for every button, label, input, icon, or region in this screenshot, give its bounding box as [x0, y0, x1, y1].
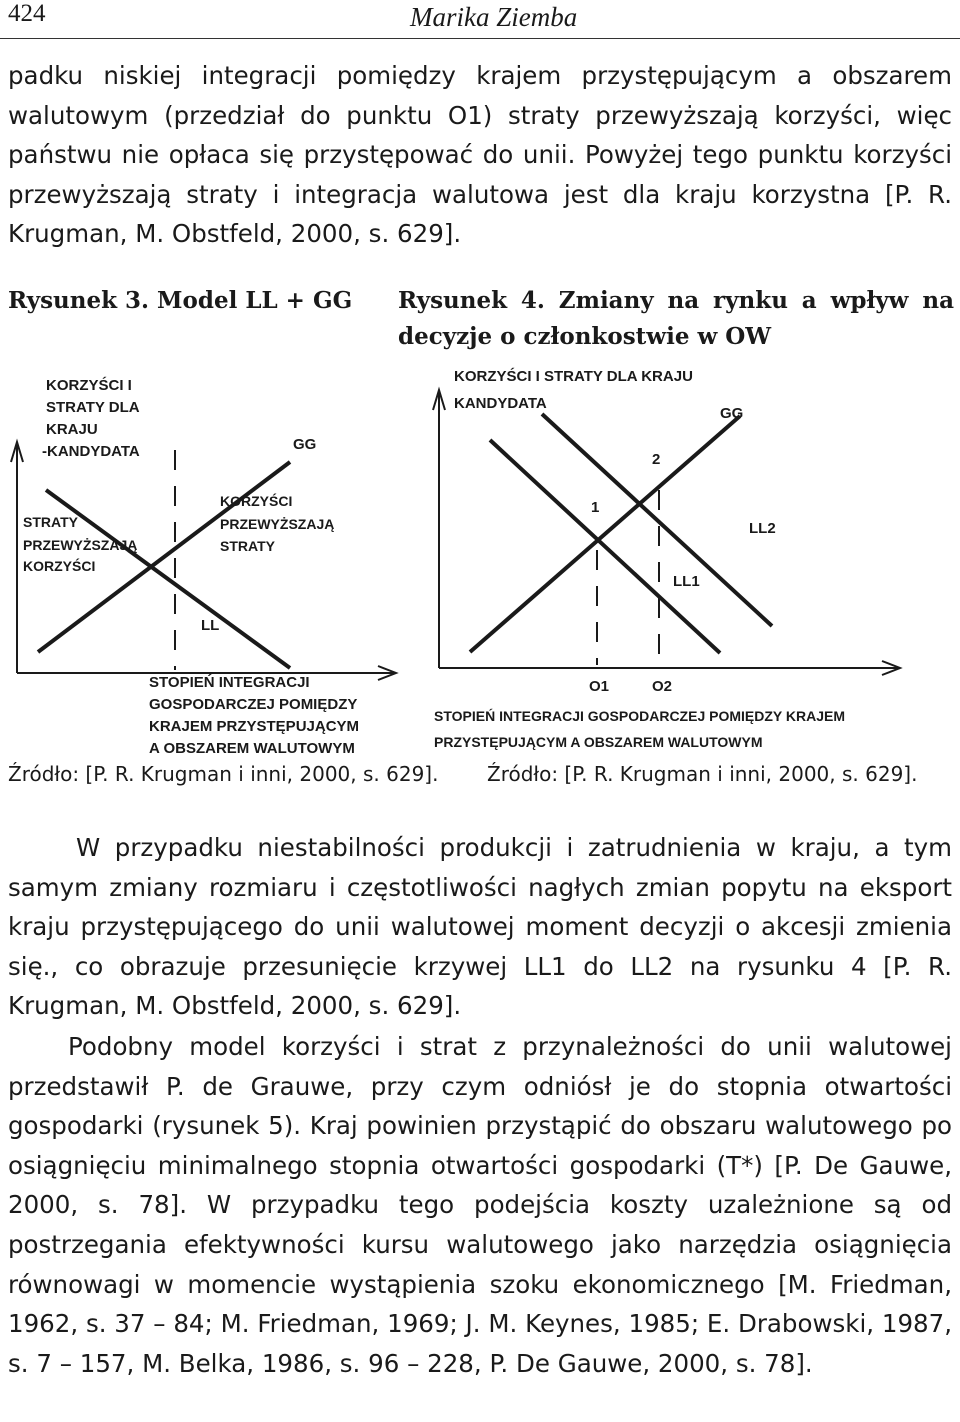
fig4-ll1-label: LL1 [673, 573, 700, 590]
fig4-ll2-label: LL2 [749, 520, 776, 537]
fig4-o2-label: O2 [652, 678, 673, 695]
fig4-x-axis-label [434, 708, 845, 750]
paragraph-2: W przypadku niestabilności produkcji i zatrudnienia w kraju, a tym samym zmiany rozmiaru i częstotliwości nagłych zmian popytu na eksport kraju przystępującego do unii walutowej moment decyzji o akcesji zmienia się., co obrazuje przesunięcie krzywej LL1 do LL2 na rysunku 4 [P. R. Krugman, M. Obstfeld, 2000, s. 629]. [8, 833, 952, 1021]
fig3-ll-label: LL [201, 617, 220, 634]
figure-4-chart [428, 360, 908, 756]
figure-4-source: Źródło: [P. R. Krugman i inni, 2000, s. 629]. [487, 762, 918, 786]
fig4-y-label-line-1: KORZYŚCI I STRATY DLA KRAJU [454, 368, 693, 385]
fig3-y-label-line-3: KRAJU [46, 421, 98, 438]
fig3-y-label-line-1: KORZYŚCI I [46, 377, 132, 394]
fig4-gg-line [470, 416, 740, 652]
fig3-y-label-line-2: STRATY DLA [46, 399, 140, 416]
fig3-left-line-1: STRATY [23, 514, 78, 530]
page-header [0, 0, 960, 39]
fig3-x-label-line-2: GOSPODARCZEJ POMIĘDZY [149, 696, 358, 713]
fig3-left-line-3: KORZYŚCI [23, 558, 96, 574]
fig4-x-label-line-2: PRZYSTĘPUJĄCYM A OBSZAREM WALUTOWYM [434, 734, 763, 750]
fig3-right-region-label [220, 492, 334, 554]
fig3-right-line-1: KORZYŚCI [220, 493, 293, 509]
fig4-x-label-line-1: STOPIEŃ INTEGRACJI GOSPODARCZEJ POMIĘDZY KRAJEM [434, 708, 845, 724]
fig3-gg-label: GG [293, 436, 317, 453]
fig3-x-label-line-1: STOPIEŃ INTEGRACJI [149, 674, 310, 691]
fig3-y-axis-label [42, 376, 140, 460]
fig3-right-line-3: STRATY [220, 538, 275, 554]
paragraph-3: Podobny model korzyści i strat z przynależności do unii walutowej przedstawił P. de Grauwe, przy czym odniósł je do stopnia otwartości gospodarki (rysunek 5). Kraj powinien przystąpić do obszaru walutowego po osiągnięciu minimalnego stopnia otwartości gospodarki (T*) [P. De Gauwe, 2000, s. 78]. W przypadku tego podejścia koszty uzależnione są od postrzegania efektywności kursu walutowego jako narzędzia osiągnięcia równowagi w momencie wystąpienia szoku ekonomicznego [M. Friedman, 1962, s. 37 – 84; M. Friedman, 1969; J. M. Keynes, 1985; E. Drabowski, 1987, s. 7 – 157, M. Belka, 1986, s. 96 – 228, P. De Gauwe, 2000, s. 78]. [8, 1032, 952, 1378]
fig3-x-label-line-4: A OBSZAREM WALUTOWYM [149, 740, 355, 757]
figure-4-caption: Rysunek 4. Zmiany na rynku a wpływ na decyzje o członkostwie w OW [398, 287, 954, 350]
fig4-y-label-line-2: KANDYDATA [454, 395, 547, 412]
fig3-x-label-line-3: KRAJEM PRZYSTĘPUJĄCYM [149, 718, 360, 735]
paragraph-1: padku niskiej integracji pomiędzy krajem przystępującym a obszarem walutowym (przedział do punktu O1) straty przewyższają korzyści, więc państwu nie opłaca się przystępować do unii. Powyżej tego punktu korzyści przewyższają straty i integracja walutowa jest dla kraju korzystna [P. R. Krugman, M. Obstfeld, 2000, s. 629]. [8, 61, 952, 249]
figure-3-chart [8, 370, 418, 760]
fig3-left-line-2: PRZEWYŻSZAJĄ [23, 537, 138, 553]
fig3-right-line-2: PRZEWYŻSZAJĄ [220, 516, 335, 532]
page-number: 424 [8, 0, 46, 27]
fig4-o1-label: O1 [589, 678, 610, 695]
figure-3-source: Źródło: [P. R. Krugman i inni, 2000, s. 629]. [8, 762, 439, 786]
fig4-y-axis-label [454, 367, 693, 412]
fig3-gg-line [38, 462, 293, 652]
fig4-gg-label: GG [720, 405, 744, 422]
fig3-y-label-line-4: -KANDYDATA [42, 443, 140, 460]
fig4-point-2-label: 2 [652, 451, 661, 468]
figure-3-caption: Rysunek 3. Model LL + GG [8, 287, 353, 314]
fig3-x-axis-label [149, 674, 359, 757]
fig3-left-region-label [23, 514, 137, 574]
fig4-point-1-label: 1 [591, 499, 600, 516]
running-author: Marika Ziemba [410, 2, 578, 32]
